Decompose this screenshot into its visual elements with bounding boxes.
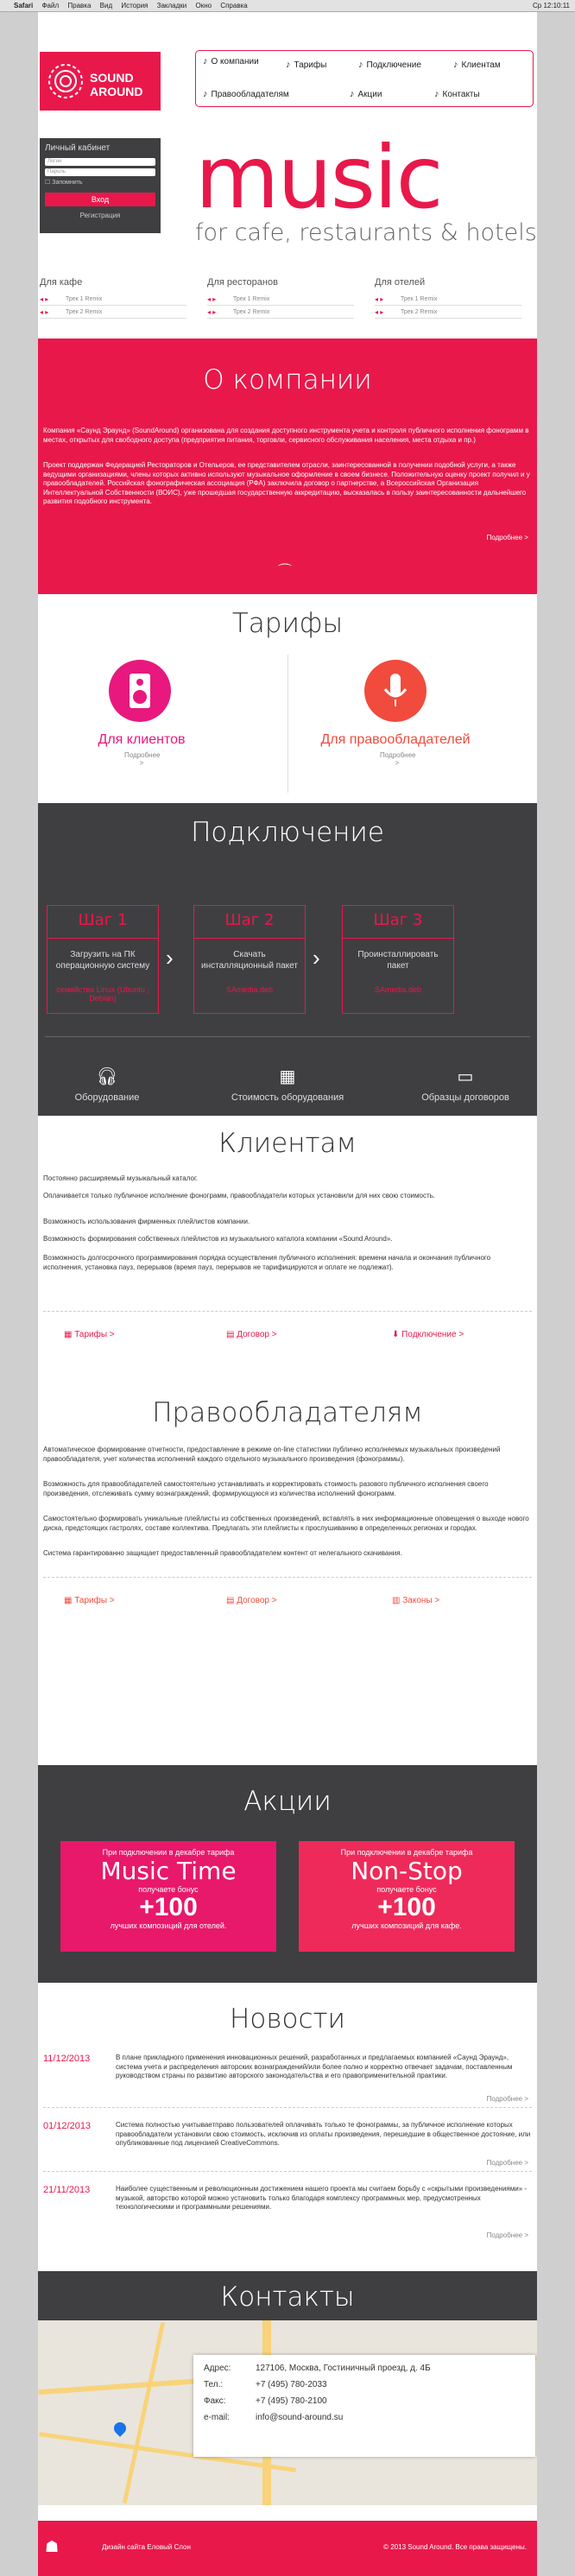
link-label: Договор >: [237, 1330, 277, 1339]
password-input[interactable]: Пароль: [45, 168, 155, 176]
menu-help[interactable]: Справка: [220, 2, 248, 9]
holders-item: Система гарантированно защищает предоставленный правообладателем контент от нелегального скачивания.: [43, 1549, 402, 1557]
footer: [38, 2521, 537, 2576]
category-restaurants: [207, 277, 354, 319]
contact-label: Тел.:: [204, 2380, 224, 2389]
promo-card-music-time[interactable]: [60, 1841, 276, 1952]
logo-text-2: AROUND: [90, 85, 143, 98]
news-date: 21/11/2013: [43, 2185, 91, 2195]
clients-item: Оплачивается только публичное исполнение фонограмм, правообладатели которых установили для них свою стоимость.: [43, 1192, 436, 1199]
promo-title: Акции: [243, 1786, 332, 1817]
news-title: Новости: [230, 2003, 345, 2035]
contact-label: Факс:: [204, 2396, 226, 2406]
nav-connect[interactable]: ♪ Подключение: [358, 60, 421, 70]
book-icon: ▥: [392, 1596, 403, 1605]
track-item[interactable]: ◂ ▸ Трек 2 Remix: [207, 306, 354, 319]
chevron-right-icon: ›: [166, 945, 174, 971]
hero-subtitle: for cafe, restaurants & hotels: [195, 219, 537, 246]
holders-tarifs-link[interactable]: [64, 1596, 115, 1605]
step-3: [342, 905, 454, 1014]
contact-label: e-mail:: [204, 2413, 231, 2422]
promo-name: Music Time: [100, 1857, 237, 1885]
link-label: Договор >: [237, 1596, 277, 1605]
step-title: Шаг 1: [47, 909, 158, 939]
contact-email: [204, 2413, 525, 2429]
divider: [43, 1577, 532, 1578]
headphones-icon: 🎧︎: [96, 1067, 118, 1086]
tarif-holders-link[interactable]: Для правообладателей: [320, 732, 471, 747]
menu-file[interactable]: Файл: [41, 2, 60, 9]
clients-item: Возможность формирования собственных плейлистов из музыкального каталога компании «Sound Around».: [43, 1235, 393, 1243]
step-link[interactable]: SAmedia.deb: [225, 985, 274, 994]
track-item[interactable]: ◂ ▸ Трек 1 Remix: [40, 293, 186, 306]
folder-icon: ▭: [457, 1067, 474, 1086]
contact-label: Адрес:: [204, 2364, 231, 2373]
equipment-label: Оборудование: [74, 1092, 140, 1103]
logo[interactable]: [40, 52, 161, 111]
equipment-link[interactable]: [47, 1066, 167, 1103]
download-icon: ⬇: [392, 1330, 402, 1339]
login-title: Личный кабинет: [45, 143, 111, 153]
remember-checkbox[interactable]: ☐ Запомнить: [45, 180, 83, 186]
menu-bookmarks[interactable]: Закладки: [156, 2, 187, 9]
about-title: О компании: [203, 364, 372, 396]
page: [38, 12, 537, 2576]
contact-phone: [204, 2380, 525, 2396]
promo-name: Non-Stop: [351, 1857, 463, 1885]
menu-window[interactable]: Окно: [195, 2, 212, 9]
promo-line: лучших композиций для отелей.: [110, 1921, 227, 1930]
calculator-icon: ▦: [279, 1067, 296, 1086]
contact-card: [193, 2355, 535, 2457]
contact-value: 127106, Москва, Гостиничный проезд, д. 4Б: [256, 2364, 431, 2373]
contacts-section: [38, 2271, 537, 2323]
chevron-right-icon: ›: [313, 945, 320, 971]
divider: [43, 2107, 532, 2108]
track-item[interactable]: ◂ ▸ Трек 2 Remix: [40, 306, 186, 319]
nav-promo[interactable]: ♪ Акции: [350, 89, 382, 99]
news-text: Наиболее существенным и революционным достижением нашего проекта мы считаем борьбу с «скрытыми произведениями» - музыкой, авторство которой можно установить только благодаря комплексу программных мер, предусмотренных технологическими и программными решениями.: [116, 2185, 528, 2211]
footer-copyright: © 2013 Sound Around. Все права защищены.: [383, 2543, 527, 2551]
nav-about[interactable]: ♪ О компании: [203, 56, 259, 66]
clients-item: Постоянно расширяемый музыкальный каталог.: [43, 1174, 199, 1182]
promo-line: При подключении в декабре тарифа: [340, 1848, 473, 1857]
clients-contract-link[interactable]: [226, 1330, 277, 1339]
tarifs-title: Тарифы: [231, 608, 344, 639]
link-label: Подключение >: [401, 1330, 464, 1339]
cost-label: Стоимость оборудования: [231, 1092, 344, 1103]
step-link[interactable]: SAmedia.deb: [374, 985, 422, 994]
clock: Ср 12:10:11: [533, 2, 570, 9]
category-title: Для отелей: [375, 277, 426, 288]
holders-title: Правообладателям: [152, 1397, 423, 1428]
contacts-title: Контакты: [220, 2282, 355, 2313]
promo-line: При подключении в декабре тарифа: [102, 1848, 235, 1857]
menu-history[interactable]: История: [121, 2, 148, 9]
link-label: Тарифы >: [74, 1330, 115, 1339]
promo-number: +100: [139, 1893, 198, 1921]
news-text: Система полностью учитываетправо пользователей оплачивать только те фонограммы, за публичное исполнение которых правообладатели установили свою стоимость, исключив из оплаты произведения, перешедшие в общественное достояние, или опубликованные под лицензией CreativeCommons.: [116, 2121, 531, 2147]
footer-design-link[interactable]: Дизайн сайта Еловый Слон: [102, 2543, 191, 2551]
app-name[interactable]: Safari: [14, 2, 34, 9]
contact-address: [204, 2364, 525, 2380]
tarif-clients-link[interactable]: Для клиентов: [98, 732, 186, 747]
holders-item: Возможность для правообладателей самостоятельно устанавливать и корректировать стоимость разового публичного исполнения своего произведения, отслеживать сумму вознаграждений, формирующуюся из количества исполнений фонограмм.: [43, 1480, 489, 1497]
tarif-clients-more[interactable]: Подробнее >: [124, 751, 161, 767]
promo-line: получаете бонус: [138, 1885, 199, 1894]
register-link[interactable]: Регистрация: [79, 212, 121, 219]
step-desc: Загрузить на ПК операционную систему: [55, 950, 150, 971]
login-panel: [40, 138, 161, 233]
category-title: Для кафе: [40, 277, 83, 288]
login-button[interactable]: Вход: [45, 193, 155, 206]
nav-holders[interactable]: ♪ Правообладателям: [203, 89, 289, 99]
step-2: [193, 905, 306, 1014]
speaker-icon[interactable]: [109, 660, 171, 722]
clients-connect-link[interactable]: [392, 1330, 464, 1339]
divider: [43, 1311, 532, 1312]
map-pin-icon[interactable]: [111, 2420, 129, 2437]
login-input[interactable]: Логин: [45, 158, 155, 166]
microphone-icon[interactable]: [364, 660, 427, 722]
connect-title: Подключение: [191, 817, 384, 848]
browser-menubar: [0, 0, 575, 12]
step-desc: Скачать инсталляционный пакет: [201, 950, 298, 971]
promo-card-non-stop[interactable]: [299, 1841, 515, 1952]
document-icon: ▤: [226, 1596, 237, 1605]
news-date: 11/12/2013: [43, 2054, 91, 2064]
divider: [45, 1036, 530, 1037]
contact-fax: [204, 2396, 525, 2413]
clients-item: Возможность долгосрочного программирования порядка осуществления публичного исполнения: времени начала и окончания публичного исполнения, установка пауз, перерывов (время пауз, перерывов не тарифицируются и оплате не подлежат).: [43, 1254, 491, 1271]
promo-line: лучших композиций для кафе.: [351, 1921, 462, 1930]
holders-item: Автоматическое формирование отчетности, предоставление в режиме on-line статистики публично исполняемых музыкальных произведений правообладателя, учет количества исполнений каждого отдельного музыкального произведения (фонограммы).: [43, 1446, 501, 1463]
link-label: Законы >: [402, 1596, 440, 1605]
link-label: Тарифы >: [74, 1596, 115, 1605]
samples-link[interactable]: [401, 1066, 530, 1103]
menu-edit[interactable]: Правка: [67, 2, 92, 9]
nav-tarifs[interactable]: ♪ Тарифы: [286, 60, 326, 70]
news-more-link[interactable]: Подробнее >: [486, 2159, 528, 2167]
map-road: [123, 2322, 165, 2503]
category-hotels: [375, 277, 521, 319]
track-item[interactable]: ◂ ▸ Трек 2 Remix: [375, 306, 521, 319]
news-more-link[interactable]: Подробнее >: [486, 2231, 528, 2239]
news-section: [38, 1983, 537, 2276]
cost-link[interactable]: [214, 1066, 361, 1103]
step-title: Шаг 3: [343, 909, 453, 939]
category-title: Для ресторанов: [207, 277, 278, 288]
holders-item: Самостоятельно формировать уникальные плейлисты из собственных произведений, вставлять в них информационные оповещения о выходе нового диска, предстоящих гастролях, составе коллектива. Предлагать эти плейлисты к прослушиванию в определенных регионах и городах.: [43, 1515, 529, 1532]
step-title: Шаг 2: [194, 909, 305, 939]
step-1: [47, 905, 159, 1014]
about-text-2: Проект поддержан Федерацией Рестораторов и Отельеров, ее представителем отрасли, заинтересованной в получении подобной услуги, а также ведущими организациями, члены которых активно используют музыкальное оформление в своем бизнесе. Положительную оценку проект получил и у правообладателей. Российская фонографическая ассоциация (РФА) заключила договор о партнерстве, а Всероссийская Организация Интеллектуальной Собственности (ВОИС), уже прошедшая государственную аккредитацию, высказалась в пользу заинтересованности дальнейшего развития подобного инструмента.: [43, 461, 530, 505]
clients-item: Возможность использования фирменных плейлистов компании.: [43, 1218, 250, 1225]
document-icon: ▤: [226, 1330, 237, 1339]
menu-view[interactable]: Вид: [99, 2, 113, 9]
step-link[interactable]: семейства Linux (Ubuntu , Debian): [56, 985, 149, 1003]
track-item[interactable]: ◂ ▸ Трек 1 Remix: [375, 293, 521, 306]
promo-line: получаете бонус: [376, 1885, 437, 1894]
contact-value[interactable]: +7 (495) 780-2033: [256, 2380, 327, 2389]
hero-title: music: [195, 127, 442, 228]
clients-section: [38, 1116, 537, 1392]
samples-label: Образцы договоров: [421, 1092, 509, 1103]
clients-tarifs-link[interactable]: [64, 1330, 115, 1339]
holders-contract-link[interactable]: [226, 1596, 277, 1605]
bird-icon: ⌒: [278, 564, 293, 579]
about-more-link[interactable]: Подробнее >: [486, 534, 528, 541]
news-date: 01/12/2013: [43, 2121, 92, 2131]
news-more-link[interactable]: Подробнее >: [486, 2095, 528, 2103]
logo-text-1: SOUND: [90, 71, 134, 85]
divider: [43, 2171, 532, 2172]
tarifs-section: [38, 594, 537, 803]
promo-number: +100: [377, 1893, 436, 1921]
news-text: В плане прикладного применения инновационных решений, разработанных и предлагаемых компанией «Саунд Эраунд», система учета и распределения авторских вознаграждений/или более полно и корректно отвечает задачам, поставленным руководством страны по развитию авторского законодательства и его правоприменительной практики.: [116, 2054, 513, 2079]
calculator-icon: ▦: [64, 1596, 75, 1605]
contact-value: +7 (495) 780-2100: [256, 2396, 327, 2406]
calculator-icon: ▦: [64, 1330, 75, 1339]
nav-contacts[interactable]: ♪ Контакты: [434, 89, 480, 99]
elephant-icon: ☗: [45, 2538, 60, 2555]
category-cafe: [40, 277, 186, 319]
track-item[interactable]: ◂ ▸ Трек 1 Remix: [207, 293, 354, 306]
about-text-1: Компания «Саунд Эраунд» (SoundAround) организована для создания доступного инструмента учета и контроля публичного исполнения фонограмм в местах, открытых для свободного доступа (предприятия питания, торговли, сервисного обслуживания населения, места отдыха и пр.): [43, 427, 529, 444]
holders-section: [38, 1392, 537, 1651]
contact-value[interactable]: info@sound-around.su: [256, 2413, 344, 2422]
remember-label: Запомнить: [52, 180, 83, 186]
about-section: [38, 339, 537, 594]
step-desc: Проинсталлировать пакет: [357, 950, 439, 971]
tarif-holders-more[interactable]: Подробнее >: [380, 751, 416, 767]
main-nav: [195, 50, 534, 107]
nav-clients[interactable]: ♪ Клиентам: [453, 60, 501, 70]
holders-laws-link[interactable]: [392, 1596, 439, 1605]
clients-title: Клиентам: [218, 1128, 357, 1159]
logo-flower-icon: [47, 62, 85, 100]
